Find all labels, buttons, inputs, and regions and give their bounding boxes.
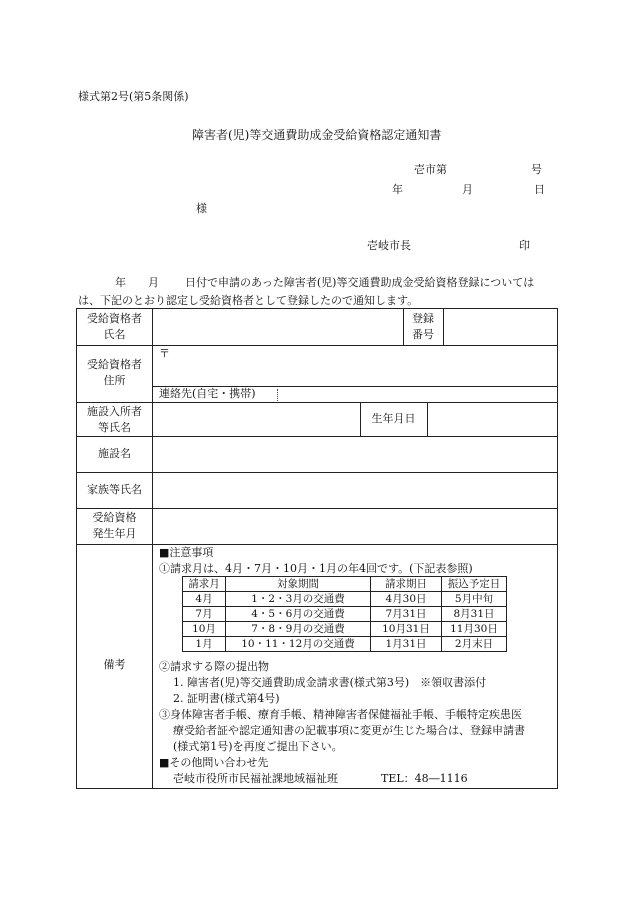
schedule-header-cell: 請求月 [183, 577, 226, 592]
schedule-cell: 4月30日 [371, 592, 442, 607]
schedule-cell: 10月 [183, 622, 226, 637]
remarks-label: 備考 [103, 658, 126, 671]
notes-heading: ■注意事項 [159, 546, 214, 559]
facility-name-label: 施設名 [98, 447, 131, 460]
schedule-cell: 1月31日 [371, 637, 442, 652]
schedule-row [183, 622, 507, 637]
notes-item3-line1: ③身体障害者手帳、療育手帳、精神障害者保健福祉手帳、手帳特定疾患医 [159, 708, 522, 721]
doc-number-prefix: 壱市第 [414, 163, 447, 176]
contact-tel: TEL：48―1116 [381, 772, 468, 785]
schedule-row [183, 607, 507, 622]
schedule-row [183, 637, 507, 652]
doc-number-suffix: 号 [531, 163, 542, 176]
schedule-cell: 7月 [183, 607, 226, 622]
birth-date-label: 生年月日 [371, 412, 416, 425]
postal-mark: 〒 [159, 347, 170, 360]
schedule-cell: 2月末日 [442, 637, 507, 652]
intro-line1: 日付で申請のあった障害者(児)等交通費助成金受給資格登録については [185, 276, 535, 289]
schedule-cell: 10・11・12月の交通費 [226, 637, 371, 652]
notes-item3-line3: (様式第1号)を再度ご提出下さい。 [173, 740, 343, 753]
schedule-cell: 5月中旬 [442, 592, 507, 607]
schedule-header-row [183, 577, 507, 592]
schedule-cell: 4月 [183, 592, 226, 607]
schedule-cell: 10月31日 [371, 622, 442, 637]
notes-block [159, 545, 473, 577]
contact-label: 連絡先(自宅・携帯) [159, 387, 256, 400]
schedule-row [183, 592, 507, 607]
schedule-cell: 4・5・6月の交通費 [226, 607, 371, 622]
recipient-honorific: 様 [196, 202, 207, 215]
facility-person-label-2: 等氏名 [98, 421, 131, 434]
schedule-cell: 1月 [183, 637, 226, 652]
schedule-header-cell: 対象期間 [226, 577, 371, 592]
notes-block-2 [159, 659, 525, 787]
issuer: 壱岐市長 [367, 239, 411, 252]
schedule-header-cell: 振込予定日 [442, 577, 507, 592]
address-label-2: 住所 [103, 374, 126, 387]
reg-number-label-1: 登録 [412, 312, 434, 325]
reg-number-label-2: 番号 [412, 328, 434, 341]
document-title: 障害者(児)等交通費助成金受給資格認定通知書 [192, 128, 442, 142]
eligibility-label-2: 発生年月 [92, 527, 137, 540]
notes-item2-a: 1. 障害者(児)等交通費助成金請求書(様式第3号) ※領収書添付 [173, 676, 487, 689]
intro-year: 年 [115, 276, 126, 289]
family-name-label: 家族等氏名 [87, 483, 142, 496]
date-day: 日 [534, 183, 545, 196]
schedule-table [182, 576, 507, 652]
contact-heading: ■その他問い合わせ先 [159, 756, 269, 769]
schedule-header-cell: 請求期日 [371, 577, 442, 592]
recipient-name-label-2: 氏名 [103, 328, 126, 341]
form-number: 様式第2号(第5条関係) [78, 90, 189, 103]
date-year: 年 [392, 183, 403, 196]
recipient-name-label-1: 受給資格者 [87, 312, 142, 325]
eligibility-label-1: 受給資格 [92, 511, 137, 524]
schedule-cell: 8月31日 [442, 607, 507, 622]
form-table [76, 308, 558, 789]
notes-item2-b: 2. 証明書(様式第4号) [173, 692, 280, 705]
schedule-cell: 7月31日 [371, 607, 442, 622]
facility-person-label-1: 施設入所者 [87, 405, 142, 418]
notes-item3-line2: 療受給者証や認定通知書の記載事項に変更が生じた場合は、登録申請書 [173, 724, 525, 737]
contact-office: 壱岐市役所市民福祉課地域福祉班 [173, 772, 338, 785]
date-month: 月 [462, 183, 473, 196]
notes-item2: ②請求する際の提出物 [159, 660, 269, 673]
schedule-cell: 11月30日 [442, 622, 507, 637]
seal-mark: 印 [519, 239, 530, 252]
schedule-cell: 1・2・3月の交通費 [226, 592, 371, 607]
intro-line2: は、下記のとおり認定し受給資格者として登録したので通知します。 [78, 294, 419, 307]
intro-month: 月 [148, 276, 159, 289]
notes-item1: ①請求月は、4月・7月・10月・1月の年4回です。(下記表参照) [159, 562, 473, 575]
address-label-1: 受給資格者 [87, 358, 142, 371]
schedule-cell: 7・8・9月の交通費 [226, 622, 371, 637]
